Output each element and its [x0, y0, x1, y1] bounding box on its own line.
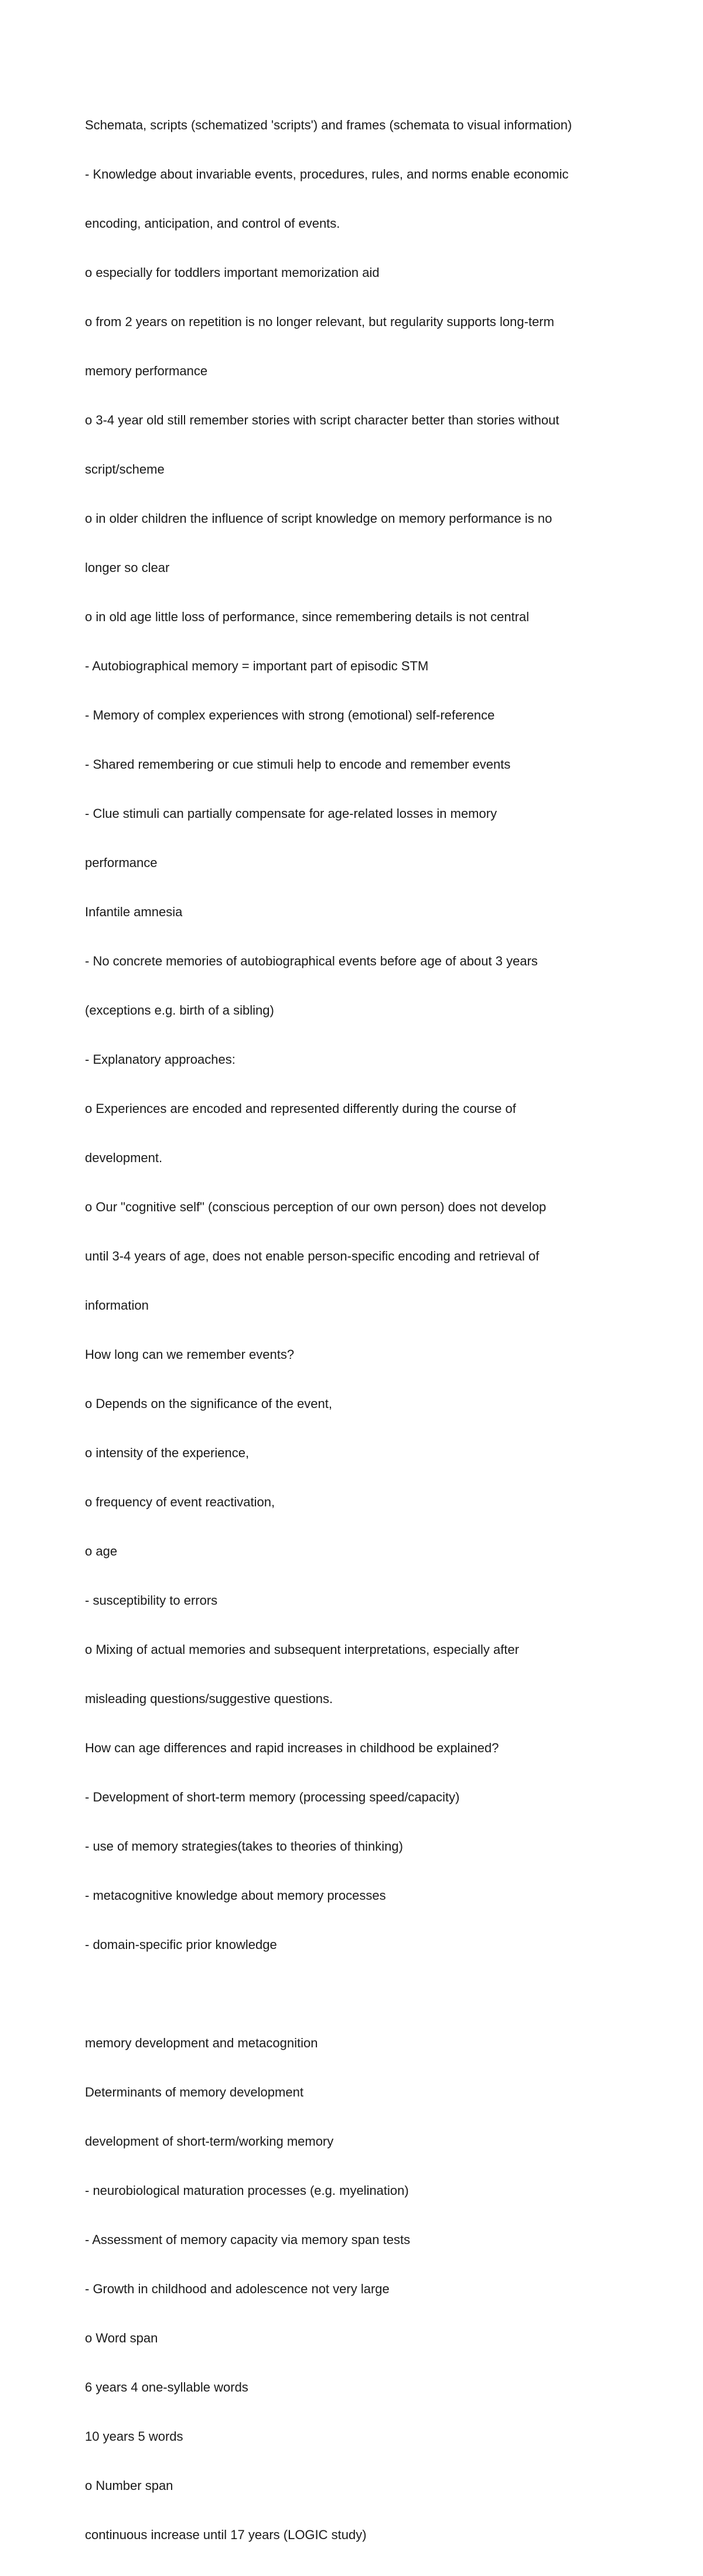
text-line: o Our "cognitive self" (conscious perception of our own person) does not develop — [85, 1200, 547, 1214]
section-heading: Infantile amnesia — [85, 905, 183, 919]
text-line: - Clue stimuli can partially compensate for age-related losses in memory — [85, 806, 497, 821]
text-line: encoding, anticipation, and control of events. — [85, 216, 340, 231]
text-line: o especially for toddlers important memorization aid — [85, 265, 380, 280]
text-line: - Growth in childhood and adolescence not very large — [85, 2282, 390, 2296]
text-line: o Number span — [85, 2478, 173, 2493]
text-line: performance — [85, 855, 158, 870]
text-line: - Autobiographical memory = important part of episodic STM — [85, 659, 429, 673]
text-line: 10 years 5 words — [85, 2429, 183, 2444]
text-line: - use of memory strategies(takes to theories of thinking) — [85, 1839, 403, 1854]
section-heading: How can age differences and rapid increases in childhood be explained? — [85, 1741, 499, 1755]
text-line: script/scheme — [85, 462, 165, 477]
text-line: - No concrete memories of autobiographical events before age of about 3 years — [85, 954, 538, 968]
text-line: until 3-4 years of age, does not enable person-specific encoding and retrieval of — [85, 1249, 540, 1263]
blank-line — [85, 1986, 630, 2002]
text-line: - domain-specific prior knowledge — [85, 1937, 277, 1952]
text-line: o in older children the influence of script knowledge on memory performance is no — [85, 511, 552, 526]
text-line: 6 years 4 one-syllable words — [85, 2380, 248, 2395]
text-line: misleading questions/suggestive questions. — [85, 1691, 333, 1706]
document-text — [85, 84, 630, 2576]
text-line: memory performance — [85, 364, 208, 378]
text-line: o 3-4 year old still remember stories with script character better than stories without — [85, 413, 559, 427]
section-heading: development of short-term/working memory — [85, 2134, 334, 2149]
text-line: o Depends on the significance of the event, — [85, 1396, 332, 1411]
section-heading: memory development and metacognition — [85, 2036, 318, 2050]
text-line: development. — [85, 1150, 163, 1165]
text-line: o Experiences are encoded and represented differently during the course of — [85, 1101, 516, 1116]
text-line: longer so clear — [85, 560, 170, 575]
text-line: Schemata, scripts (schematized 'scripts') and frames (schemata to visual information) — [85, 118, 572, 132]
section-heading: How long can we remember events? — [85, 1347, 295, 1362]
text-line: - Development of short-term memory (processing speed/capacity) — [85, 1790, 460, 1804]
text-line: - neurobiological maturation processes (e.g. myelination) — [85, 2183, 409, 2198]
text-line: - susceptibility to errors — [85, 1593, 218, 1608]
text-line: - Memory of complex experiences with strong (emotional) self-reference — [85, 708, 495, 722]
text-line: - Explanatory approaches: — [85, 1052, 236, 1067]
text-line: o from 2 years on repetition is no longer relevant, but regularity supports long-term — [85, 314, 554, 329]
section-heading: Determinants of memory development — [85, 2085, 303, 2099]
text-line: o frequency of event reactivation, — [85, 1495, 275, 1509]
text-line: - Shared remembering or cue stimuli help to encode and remember events — [85, 757, 511, 772]
text-line: o Word span — [85, 2331, 158, 2345]
text-line: - metacognitive knowledge about memory processes — [85, 1888, 386, 1903]
text-line: - Assessment of memory capacity via memory span tests — [85, 2232, 411, 2247]
text-line: continuous increase until 17 years (LOGIC study) — [85, 2527, 367, 2542]
text-line: o in old age little loss of performance, since remembering details is not central — [85, 609, 530, 624]
text-line: o age — [85, 1544, 118, 1558]
text-line: o intensity of the experience, — [85, 1445, 250, 1460]
text-line: o Mixing of actual memories and subsequent interpretations, especially after — [85, 1642, 520, 1657]
text-line: (exceptions e.g. birth of a sibling) — [85, 1003, 274, 1018]
text-line: - Knowledge about invariable events, procedures, rules, and norms enable economic — [85, 167, 569, 181]
text-line: information — [85, 1298, 149, 1313]
